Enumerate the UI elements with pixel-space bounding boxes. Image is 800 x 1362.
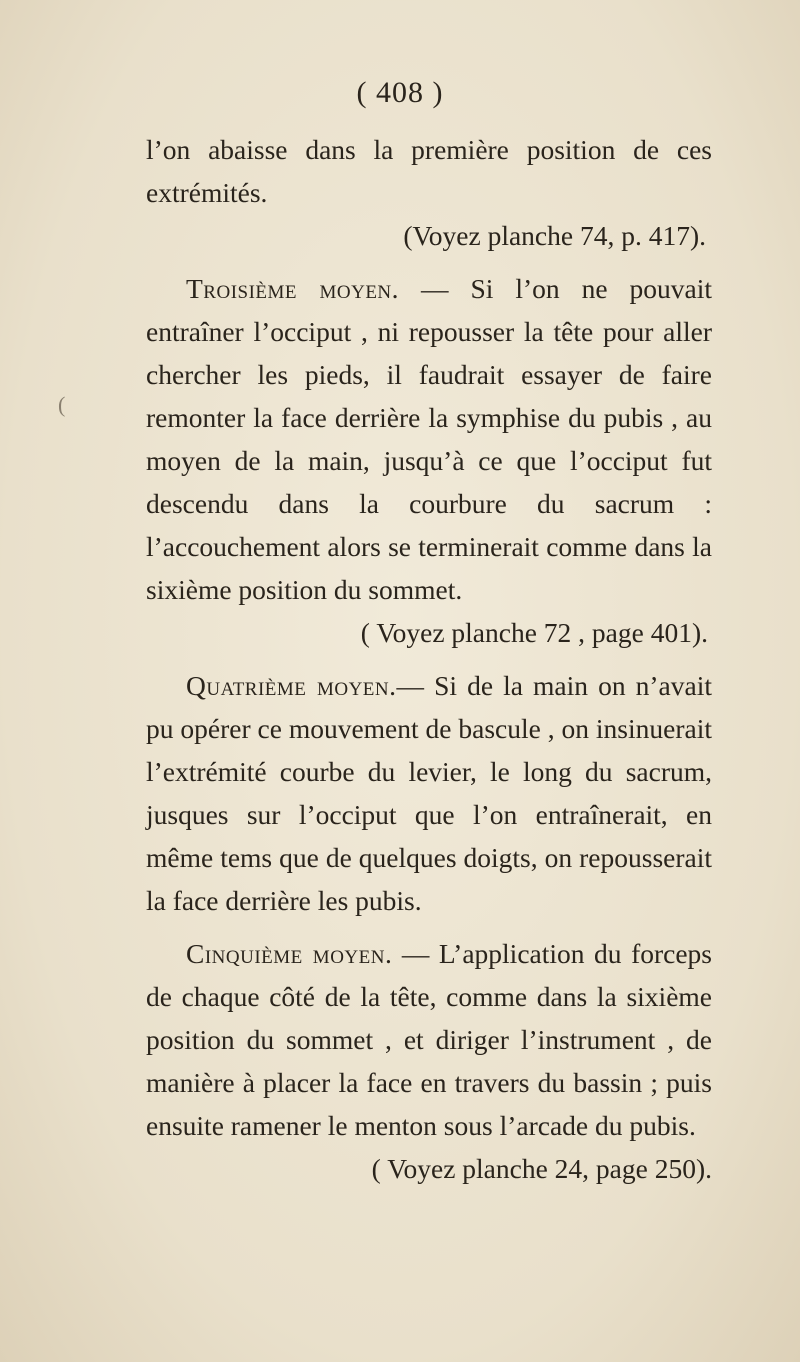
section-heading: Cinquième moyen. bbox=[186, 938, 393, 969]
margin-mark: ( bbox=[58, 392, 66, 417]
plate-reference: ( Voyez planche 24, page 250). bbox=[371, 1153, 712, 1184]
page-number: ( 408 ) bbox=[356, 76, 444, 109]
paragraph-text: — Si l’on ne pouvait entraîner l’occiput , ni repousser la tête pour aller chercher les pieds, il faudrait essayer de faire remonter la face derrière la symphise du pubis , au moyen de la main, jusqu’à ce que l’occiput fut descendu dans la courbure du sacrum : l’accouchement alors se terminerait comme dans la sixième position du sommet. bbox=[146, 273, 712, 605]
spacer bbox=[146, 257, 712, 267]
paragraph-fourth-means bbox=[146, 664, 712, 922]
section-heading: Troisième moyen. bbox=[186, 273, 400, 304]
paragraph-fifth-means bbox=[146, 932, 712, 1147]
spacer bbox=[146, 922, 712, 932]
section-heading: Quatrième moyen. bbox=[186, 670, 397, 701]
paragraph-continuation: l’on abaisse dans la première position de ces extrémités. bbox=[146, 134, 712, 208]
plate-reference: (Voyez planche 74, p. 417). bbox=[403, 220, 706, 251]
text-block bbox=[146, 128, 712, 1190]
paragraph-text: — L’application du forceps de chaque côté de la tête, comme dans la sixième position du sommet , et diriger l’instrument , de manière à placer la face en travers du bassin ; puis ensuite ramener le menton sous l’arcade du pubis. bbox=[146, 938, 712, 1141]
spacer bbox=[146, 654, 712, 664]
plate-reference: ( Voyez planche 72 , page 401). bbox=[360, 617, 708, 648]
paragraph-text: — Si de la main on n’avait pu opérer ce mouvement de bascule , on insinuerait l’extrémité courbe du levier, le long du sacrum, jusques sur l’occiput que l’on entraînerait, en même tems que de quelques doigts, on repousserait la face derrière les pubis. bbox=[146, 670, 712, 916]
paragraph-third-means bbox=[146, 267, 712, 611]
